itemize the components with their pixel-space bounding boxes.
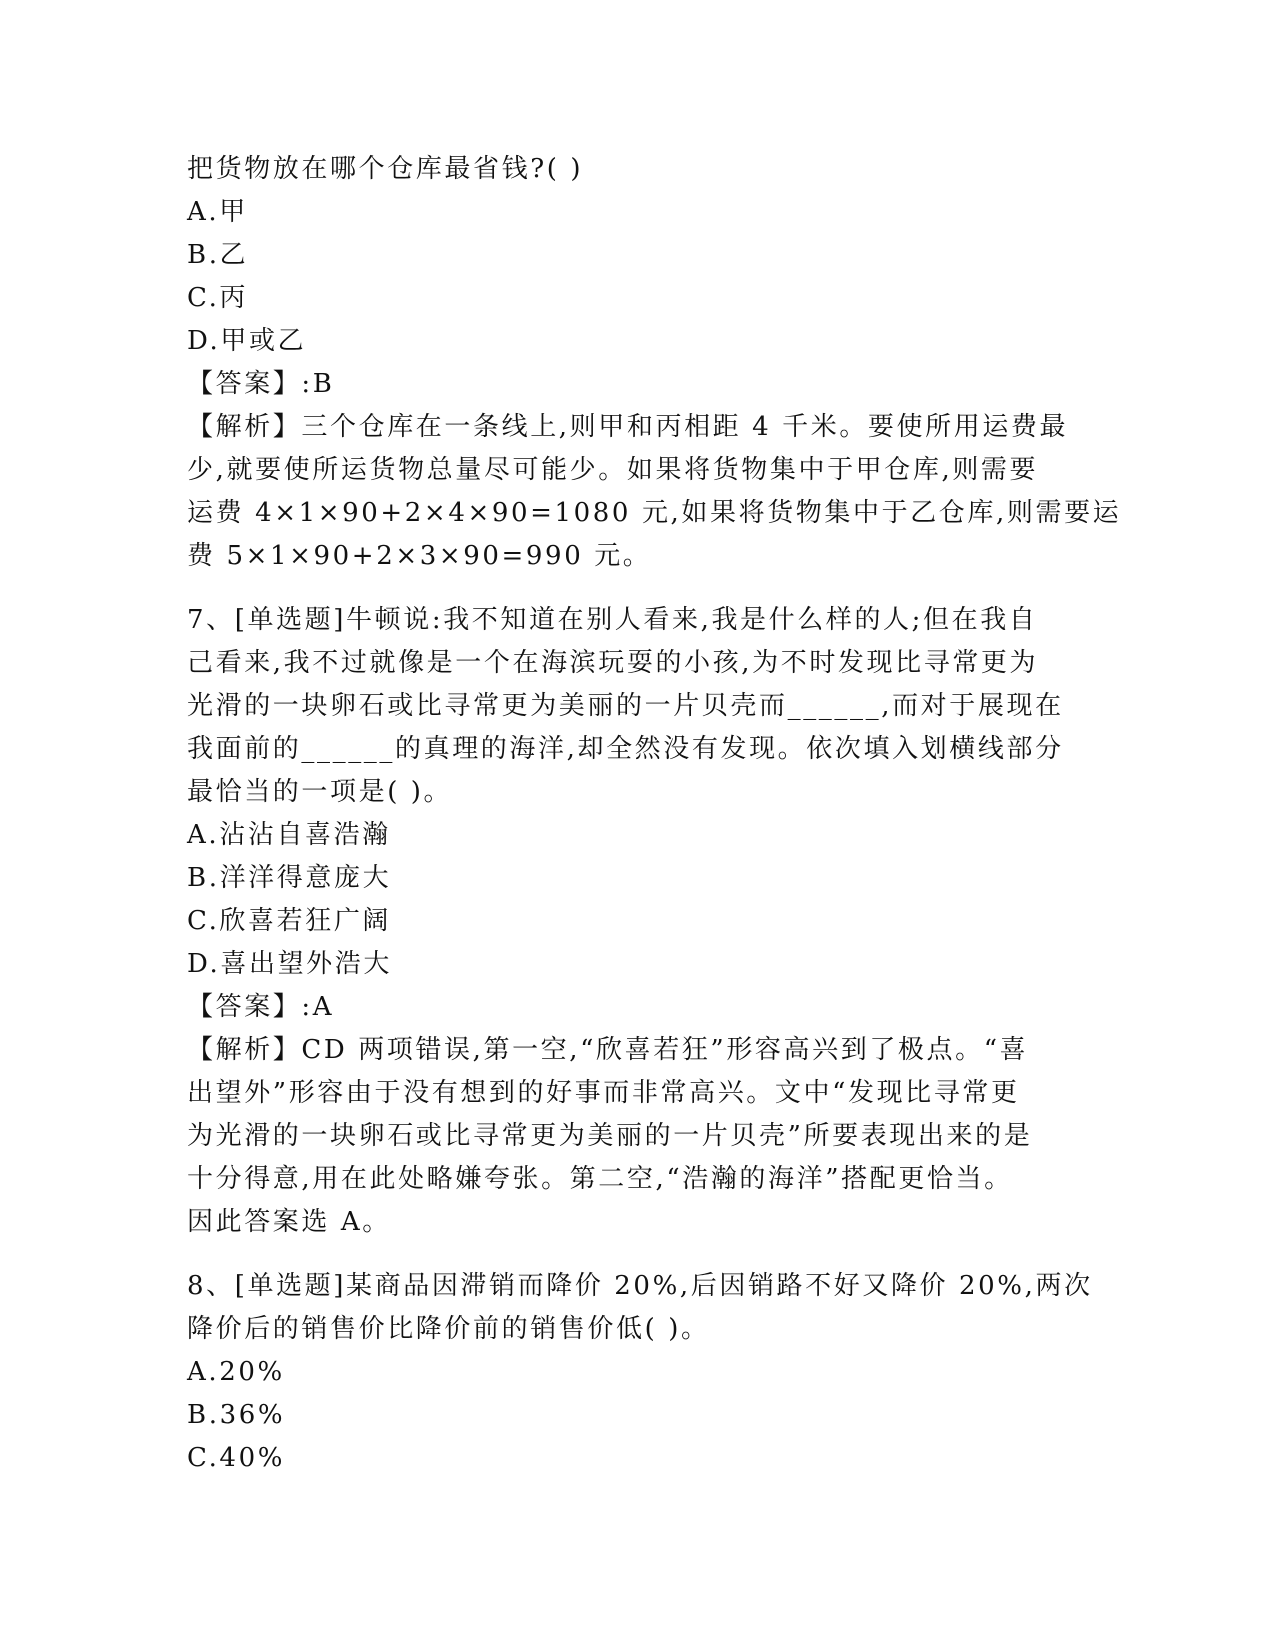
- question-7: [187, 599, 1087, 1244]
- option-c: C.40%: [187, 1443, 286, 1473]
- analysis-line: 出望外”形容由于没有想到的好事而非常高兴。文中“发现比寻常更: [187, 1078, 1020, 1108]
- option-c: C.丙: [187, 283, 249, 313]
- question-stem-line: 降价后的销售价比降价前的销售价低( )。: [187, 1314, 710, 1344]
- option-b: B.洋洋得意庞大: [187, 863, 392, 893]
- question-stem-line: 光滑的一块卵石或比寻常更为美丽的一片贝壳而______,而对于展现在: [187, 691, 1064, 721]
- option-d: D.喜出望外浩大: [187, 949, 392, 979]
- question-stem-line: 7、[单选题]牛顿说:我不知道在别人看来,我是什么样的人;但在我自: [187, 605, 1038, 635]
- section-gap: [187, 578, 1087, 599]
- question-6: [187, 148, 1122, 578]
- section-gap: [187, 1244, 1087, 1265]
- option-d: D.甲或乙: [187, 326, 307, 356]
- option-c: C.欣喜若狂广阔: [187, 906, 392, 936]
- analysis-line: 为光滑的一块卵石或比寻常更为美丽的一片贝壳”所要表现出来的是: [187, 1121, 1033, 1151]
- answer-line: 【答案】:B: [187, 369, 335, 399]
- analysis-line: 十分得意,用在此处略嫌夸张。第二空,“浩瀚的海洋”搭配更恰当。: [187, 1164, 1013, 1194]
- analysis-line: 因此答案选 A。: [187, 1207, 391, 1237]
- document-content: [187, 148, 1122, 1480]
- question-stem-line: 最恰当的一项是( )。: [187, 777, 453, 807]
- option-b: B.乙: [187, 240, 249, 270]
- question-stem-line: 己看来,我不过就像是一个在海滨玩耍的小孩,为不时发现比寻常更为: [187, 648, 1039, 678]
- question-stem-line: 我面前的______的真理的海洋,却全然没有发现。依次填入划横线部分: [187, 734, 1064, 764]
- analysis-line: 【解析】CD 两项错误,第一空,“欣喜若狂”形容高兴到了极点。“喜: [187, 1035, 1029, 1065]
- option-a: A.20%: [187, 1357, 285, 1387]
- analysis-line: 少,就要使所运货物总量尽可能少。如果将货物集中于甲仓库,则需要: [187, 455, 1039, 485]
- answer-line: 【答案】:A: [187, 992, 335, 1022]
- analysis-line: 费 5×1×90+2×3×90=990 元。: [187, 541, 652, 571]
- question-stem-line: 把货物放在哪个仓库最省钱?( ): [187, 154, 584, 184]
- analysis-line: 运费 4×1×90+2×4×90=1080 元,如果将货物集中于乙仓库,则需要运: [187, 498, 1122, 528]
- question-stem-line: 8、[单选题]某商品因滞销而降价 20%,后因销路不好又降价 20%,两次: [187, 1271, 1093, 1301]
- option-a: A.甲: [187, 197, 248, 227]
- question-8: [187, 1265, 1093, 1480]
- option-a: A.沾沾自喜浩瀚: [187, 820, 391, 850]
- option-b: B.36%: [187, 1400, 286, 1430]
- analysis-line: 【解析】三个仓库在一条线上,则甲和丙相距 4 千米。要使所用运费最: [187, 412, 1069, 442]
